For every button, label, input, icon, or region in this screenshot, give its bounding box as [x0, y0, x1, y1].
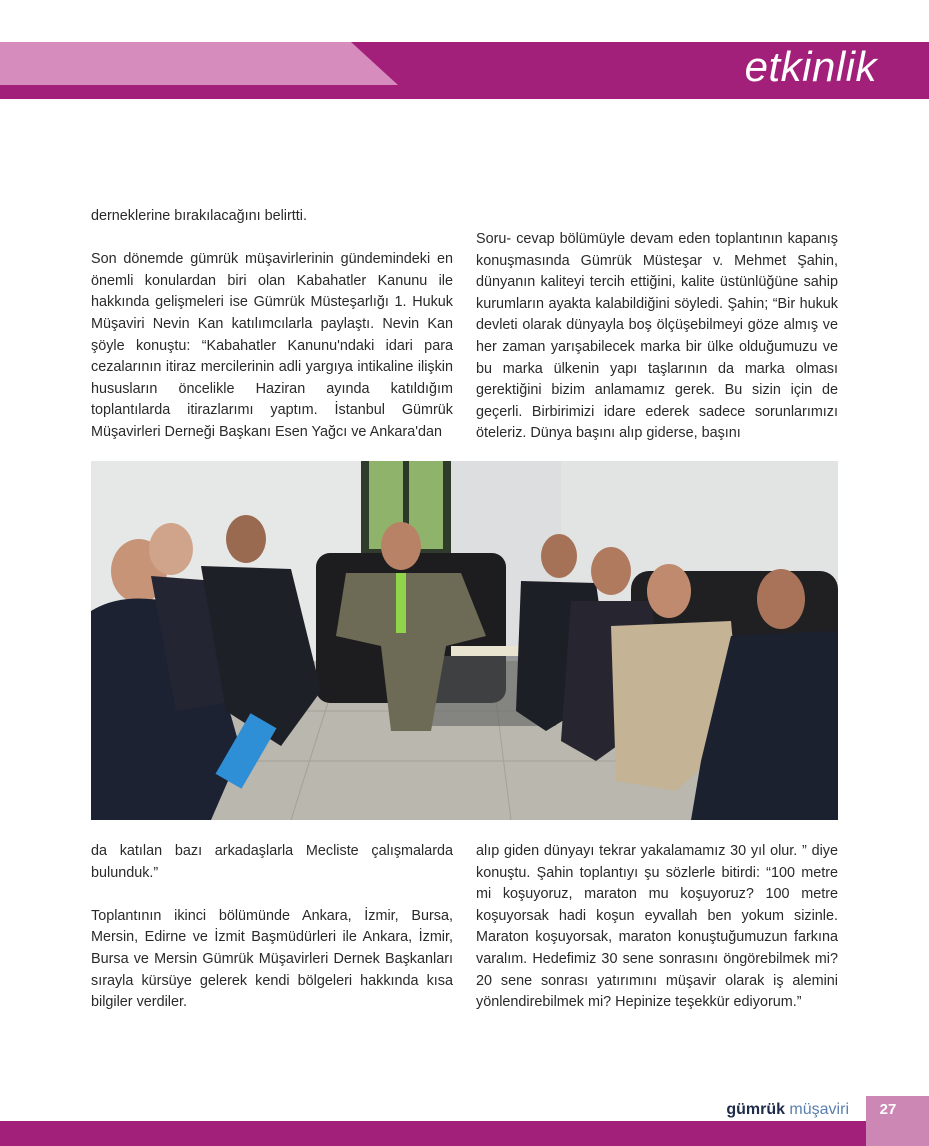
brand-rest-text: müşaviri	[784, 1101, 849, 1118]
paragraph: alıp giden dünyayı tekrar yakalamamız 30 yıl olur. ” diye konuştu. Şahin toplantıyı şu sözlerle bitirdi: “100 metre mi koşuyoruz, maraton mu koşuyoruz? 100 metre koşuyorsak hadi koşun eyvallah ben yokum sizinle. Maraton koşuyorsak, maraton konuştuğumuzun farkına varalım. Hedefimiz 30 sene sonrasını öngörebilmek mi? 20 sene sonrası yatırımını müşavir olarak iş alemini yönlendirebilmek mi? Hepinize teşekkür ediyorum.”	[476, 843, 838, 1011]
section-title: etkinlik	[744, 43, 877, 90]
article-left-column-top	[91, 206, 453, 444]
header-pink-tab	[0, 42, 398, 85]
paragraph: Toplantının ikinci bölümünde Ankara, İzmir, Bursa, Mersin, Edirne ve İzmit Başmüdürleri ile Ankara, İzmir, Bursa ve Mersin Gümrük Müşavirleri Dernek Başkanları sırayla kürsüye gelerek kendi bölgeleri hakkında kısa bilgiler verdiler.	[91, 907, 453, 1011]
footer-band	[0, 1121, 929, 1146]
meeting-photo-illustration	[91, 461, 838, 820]
paragraph: Soru- cevap bölümüyle devam eden toplantının kapanış konuşmasında Gümrük Müsteşar v. Mehmet Şahin, dünyanın kaliteyi tercih ettiğini, kalite üstünlüğüne sahip kurumların ayakta kalabildiğini söyledi. Şahin; “Bir hukuk devleti olarak dünyayla boş ölçüşebilmeyi göze almış ve her zaman yarışabilecek marka bir ülke olduğumuzu ve bu marka ülkenin yapı taşlarının da marka olması gerektiğini bizim anlamamız gerek. Bu sizin için de geçerli. Birbirimizi idare ederek sadece sorunlarımızı öteleriz. Dünya başını alıp giderse, başını	[476, 231, 838, 442]
paragraph: Son dönemde gümrük müşavirlerinin gündemindeki en önemli konulardan biri olan Kabahatler Kanunu ile hakkında gelişmeleri ise Gümrük Müsteşarlığı 1. Hukuk Müşaviri Nevin Kan katılımcılarla paylaştı. Nevin Kan şöyle konuştu: “Kabahatler Kanunu'ndaki idari para cezalarının itiraz mercilerinin adli yargıya intikaline ilişkin hususların öncelikle Haziran ayında katıldığım toplantılarda itirazlarımı yaptım. İstanbul Gümrük Müşavirleri Derneği Başkanı Esen Yağcı ve Ankara'dan	[91, 251, 453, 440]
meeting-photo	[91, 461, 838, 820]
paragraph: derneklerine bırakılacağını belirtti.	[91, 208, 307, 224]
page-number: 27	[879, 1101, 897, 1118]
article-left-column-bottom	[91, 841, 453, 1014]
article-right-column-bottom	[476, 841, 838, 1014]
article-right-column-top	[476, 229, 838, 445]
magazine-brand	[726, 1100, 849, 1120]
brand-bold-text: gümrük	[726, 1101, 785, 1118]
paragraph: da katılan bazı arkadaşlarla Mecliste çalışmalarda bulunduk.”	[91, 843, 453, 881]
